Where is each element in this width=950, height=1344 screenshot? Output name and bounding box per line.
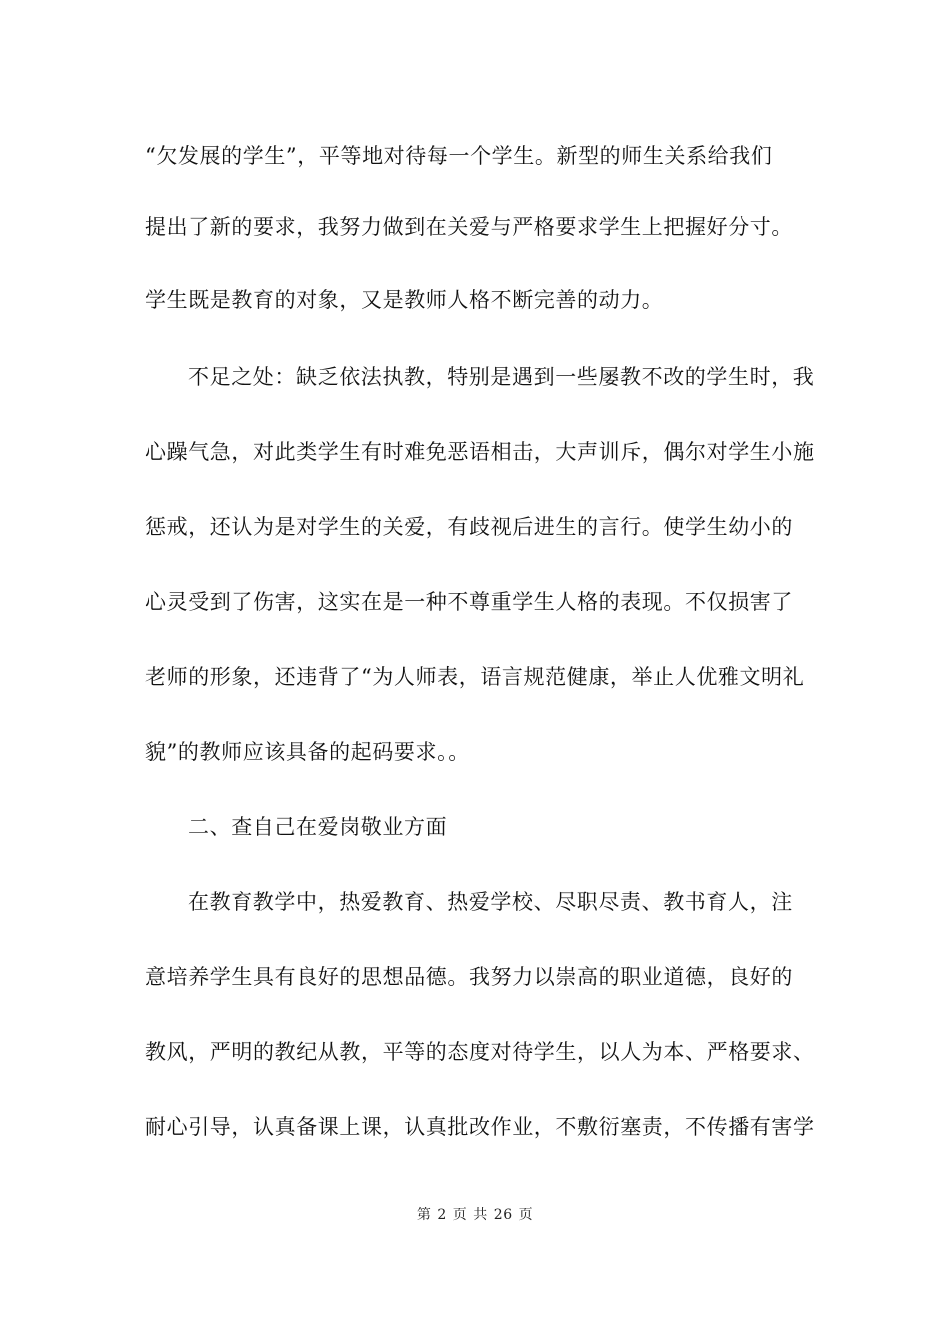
text-line-3: 学生既是教育的对象，又是教师人格不断完善的动力。 [145,288,664,312]
footer-current-page: 2 [437,1207,447,1223]
text-line-2: 提出了新的要求，我努力做到在关爱与严格要求学生上把握好分寸。 [145,215,793,239]
text-line-12: 意培养学生具有良好的思想品德。我努力以崇高的职业道德，良好的 [145,965,793,989]
section-heading: 二、查自己在爱岗敬业方面 [188,815,448,839]
text-line-5: 心躁气急，对此类学生有时难免恶语相击，大声训斥，偶尔对学生小施 [145,440,815,464]
footer-total-word: 共 [473,1207,488,1223]
text-line-8: 老师的形象，还违背了“为人师表，语言规范健康，举止人优雅文明礼 [145,665,805,689]
footer-page-word: 页 [452,1207,468,1223]
text-line-1: “欠发展的学生”，平等地对待每一个学生。新型的师生关系给我们 [145,144,773,168]
text-line-7: 心灵受到了伤害，这实在是一种不尊重学生人格的表现。不仅损害了 [145,590,793,614]
paragraph-start-line-4: 不足之处：缺乏依法执教，特别是遇到一些屡教不改的学生时，我 [188,365,815,389]
text-line-9: 貌”的教师应该具备的起码要求。。 [145,740,470,764]
text-line-14: 耐心引导，认真备课上课，认真批改作业，不敷衍塞责，不传播有害学 [145,1115,815,1139]
footer-total-pages: 26 [493,1207,513,1223]
page-footer [0,1205,950,1225]
text-line-13: 教风，严明的教纪从教，平等的态度对待学生，以人为本、严格要求、 [145,1040,815,1064]
text-line-6: 惩戒，还认为是对学生的关爱，有歧视后进生的言行。使学生幼小的 [145,515,793,539]
paragraph-start-line-11: 在教育教学中，热爱教育、热爱学校、尽职尽责、教书育人，注 [188,890,793,914]
footer-prefix: 第 [416,1207,432,1223]
footer-suffix: 页 [518,1207,534,1223]
